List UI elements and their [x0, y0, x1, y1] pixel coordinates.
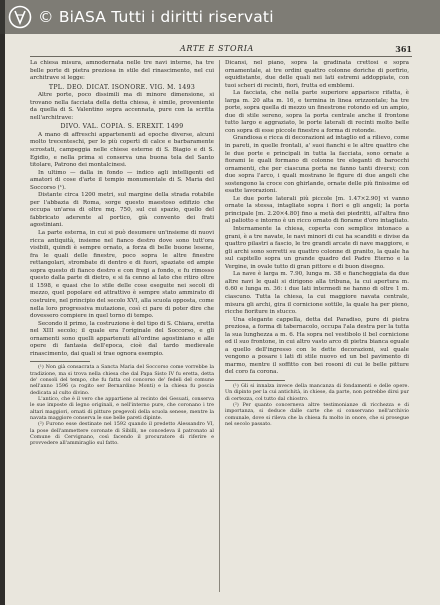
column-divider	[219, 60, 220, 592]
biasa-logo-icon	[8, 5, 32, 29]
footnote-separator	[225, 380, 285, 381]
footnote: L'antico, che è il vero che appartiene al recinto dei Gesuati, conserva le sue imposte di legno originali, e nell'interno pure, che coronano i tre altari maggiori, ornati di pitture pregevoli della scuola senese, mentre la navata maggiore conserva le sue belle pareti dipinte.	[30, 396, 214, 422]
footnote: (¹) Gli si innalza invece della mancanza di fondamenti e delle opere. Un dipinto per la cui antichità, in chiese, da parte, non potrebbe dirsi pur di certezza, col tutto dal chiostro.	[225, 382, 409, 402]
watermark-text: © BiASA Tutti i diritti riservati	[38, 8, 274, 26]
paragraph: Altre porte, poco dissimili ma di minore dimensione, si trovano nella facciata della detta chiesa, è simile, proveniente da quella di S. Valentino sopra accennata, pure con la scritta nell'architrave:	[30, 92, 214, 121]
paragraph: Internamente la chiesa, coperta con semplice intonaco a grani, è a tre navate, le navi minori di cui ha scanditi e divise da quattro pilastri a fascio, le tre grandi arcate di nave maggiore, e gli archi sono sorretti su quattro colonne di granito, la quale ha sul capitello sopra un grande quadro del Padre Eterno e la Vergine, in ovale tutto di gran pittore e di buon disegno.	[225, 226, 409, 270]
page-number: 361	[395, 44, 412, 54]
paragraph: La parte esterna, in cui si può desumere un'insieme di nuovi ricca antiquità, insieme nel fianco destro dove sono tutt'ora visibili, quindi è sempre ornato, a forza di belle buone lesene, fra le quali delle finestre, poco sopra le altre finestre rettangolari, strombate di dentro e di fuori, spaziate ed ampie sopra questo di fianco destro e con fregi a fondo, e fu rimosso questo dalla parte di dietro, e si fa cenno al lato che ritiro oltre il 1598, e quasi che lo stile delle cose eseguite nei secoli di mezzo, quel popolare ed attrattivo è sempre stato ammirato di costruire, nel principio del secolo XVI, alla scuola opposta, come nella loro progressiva mutazione, così ci pare di poter dire che dovessero compiere in quel torno di tempo.	[30, 230, 214, 320]
footnote-separator	[30, 361, 90, 362]
inscription: DIVO. VAL. COPIA. S. EREXIT. 1499	[60, 123, 184, 131]
paragraph: In ultimo — dalla in fondo — indico agli intelligenti ed amatori di cose d'arte il tempio monumentale di S. Maria del Soccorso (¹).	[30, 169, 214, 191]
paragraph: Una elegante cappella, detta del Paradiso, pure di pietra preziosa, a forma di tabernacolo, occupa l'ala destra per la tutta la sua lunghezza a m. 6. Ha sopra nel vestibolo il bel cornicione ed il suo frontone, in cui altro vasto arco di pietra bianca eguale a quello dell'ingresso con le dette decorazioni, sul quale vengono a posare i lati di stile nuovo ed un bel pavimento di marmo, mentre il soffitto con bei rosoni di cui le belle pitture del coro fa corona.	[225, 316, 409, 376]
binding-edge	[0, 0, 5, 605]
watermark-banner	[0, 0, 440, 34]
footnote: (¹) Non già consacrata a Sancta Maria del Soccorso come vorrebbe la tradizione, ma si trova nella chiesa che dal Papa Sisto IV fu eretta, detta de' consoli del tempo, che fu fatta col concorso de' fedeli del comune nell'anno 1596 (a rogito ser Bernardino Monti) e la chiesa fu poscia dedicata al culto divino.	[30, 364, 214, 396]
paragraph: A mano di affreschi appartenenti ad epoche diverse, alcuni molto trecenteschi, per lo più coperti di calce e barbaramente scrostati, campeggia nelle chiese esterne di S. Biagio e di S. Egidio, e nella prima si conserva una buona tela del Santo titolare, Patrono dei montalcinesi.	[30, 131, 214, 169]
paragraph: Le due porte laterali più piccole [m. 1.47×2.90] vi vanno ornate la stessa, intagliate sopra i fiori e gli angeli; la porta principale [m. 2.20×4.80] fino a metà dei piedritti, all'altra fino al paliotto e intorno è un ricco ornato di fiorame d'oro intagliato.	[225, 195, 409, 225]
paragraph: Secondo il primo, la costruzione è del tipo di S. Chiara, eretta nel XIII secolo; il quale era l'originale del Soccorso, e gli ornamenti sono quelli appartenuti all'ordine agostiniano e alle opere di fantasia dell'epoca, cioè dal tardo medievale rinascimento, dai quali si trae ognora esempio.	[30, 320, 214, 357]
paragraph: La nave è larga m. 7.90, lunga m. 38 e fiancheggiata da due altre navi le quali si dirigono alla tribuna, la cui apertura m. 6.60 e lunga m. 36: i due lati intermedi ne hanno di oltre 1 m. ciascuno. Tutta la chiesa, la cui maggiore navata centrale, misura gli archi, gira il cornicione sottile, la quale ha per pieno, ricche fioriture in stucco.	[225, 271, 409, 316]
paragraph: La chiesa misura, amnodernata nelle tre navi interne, ha tre belle porte di pietra preziosa in stile del rinascimento, nel cui architrave si legge:	[30, 60, 214, 82]
footnote: (²) Per quanto concerneva altre testimonianze di ricchezza e di importanza, si deduce dalle carte che si conservano nell'archivio comunale, dove si rileva che la chiesa fu molto in onore, che si prosegue nel secolo passato.	[225, 402, 409, 428]
left-column	[30, 60, 214, 592]
running-head	[30, 43, 412, 55]
paragraph: Dicansi, nel piano, sopra la gradinata crettosi e sopra ornamentale, ai tre ordini quattro colonne doriche di porfirio, equidistante, due delle quali nei lati estremi addoppiate, con tuoi scheri di recinti, fiori, frutta ed emblemi.	[225, 60, 409, 89]
paragraph: La facciata, che nella parte superiore apparisce rifatta, è larga m. 20 alta m. 16, e termina in linea orizzontale; ha tre porte, sopra quella di mezzo un finestrone rotondo ed un ampio, due di stile sereno, sopra la porta centrale anche il frontone tutto largo e aggraziato, le porte laterali di recinti molto belle con sopra di esse piccole finestre a forma di rotonde.	[225, 90, 409, 134]
running-head-title: ARTE E STORIA	[180, 44, 254, 53]
inscription: TPL. DEO. DICAT. ISONORE. VIG. M. 1493	[48, 83, 196, 91]
paragraph: Grandiosa e ricca di decorazioni ad intaglio ed a rilievo, come in pareti, in quelle frontali, a' suoi fianchi e le altre quattro che le due porte e principali in tutta la facciata, sono ornate a fiorami le quali formano di colonne tre eleganti di barocchi ornamenti, che per ciascuna porta ne fanno tanti diversi; con due sopra l'arco, i quali mostrano le figure di due angeli che sostengono la croce con ghirlande, ornate delle più finissime ed esatte lavorazioni.	[225, 135, 409, 195]
paragraph: Distante circa 1200 metri, sul margine della strada rotabile per l'abbazia di Roma, sorge questo maestoso edifizio che occupa un'area di oltre mq. 750, sul cui spazio, quello del fabbricato aderente al portico, già convento dei frati agostiniani.	[30, 192, 214, 229]
right-column	[225, 60, 409, 592]
header-rule	[30, 56, 412, 57]
footnote: (²) Furono esse destinate nel 1592 quando il predetto Alessandro VI, la pose dell'ammettere coronate di Sibilli, ne concedeva il patronato al Comune di Cervignano, così facendo il procuratore di riferire e provvedere all'ammiraglio sul fatto.	[30, 421, 214, 447]
